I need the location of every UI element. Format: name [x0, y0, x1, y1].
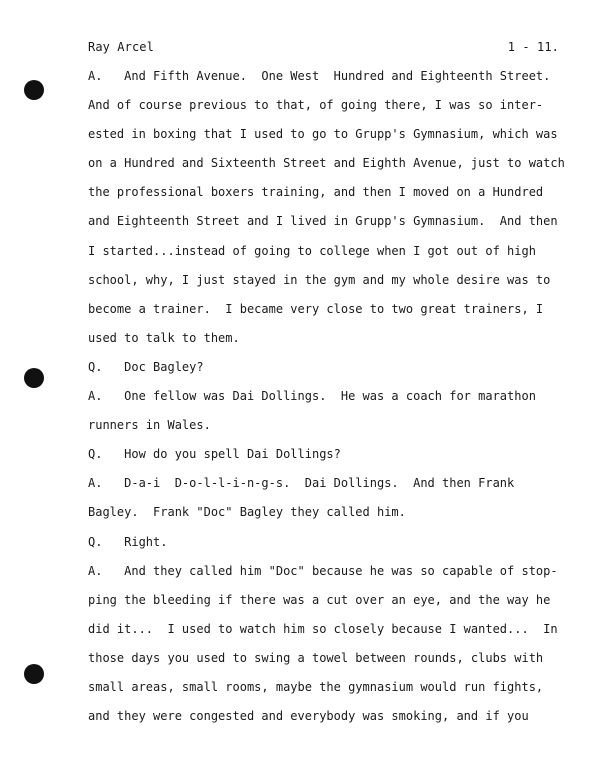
text-line: ested in boxing that I used to go to Grupp's Gymnasium, which was: [88, 127, 558, 142]
header-page-number: 1 - 11.: [507, 40, 559, 54]
text-line: Bagley. Frank "Doc" Bagley they called him.: [88, 505, 406, 520]
text-line: runners in Wales.: [88, 418, 211, 433]
text-line: become a trainer. I became very close to two great trainers, I: [88, 301, 544, 316]
text-line: A. One fellow was Dai Dollings. He was a coach for marathon: [88, 389, 536, 404]
binder-hole-middle: [24, 368, 44, 388]
text-line: on a Hundred and Sixteenth Street and Eighth Avenue, just to watch: [88, 156, 565, 171]
binder-hole-bottom: [24, 664, 44, 684]
text-line: and they were congested and everybody was smoking, and if you: [88, 709, 529, 724]
text-line: Q. Doc Bagley?: [88, 359, 204, 374]
text-line: small areas, small rooms, maybe the gymnasium would run fights,: [88, 679, 544, 694]
text-line: did it... I used to watch him so closely because I wanted... In: [88, 621, 558, 636]
text-line: school, why, I just stayed in the gym and my whole desire was to: [88, 272, 551, 287]
text-line: the professional boxers training, and then I moved on a Hundred: [88, 185, 544, 200]
text-line: used to talk to them.: [88, 330, 240, 345]
text-line: those days you used to swing a towel between rounds, clubs with: [88, 650, 544, 665]
header-speaker-name: Ray Arcel: [88, 40, 154, 54]
text-line: A. And Fifth Avenue. One West Hundred and Eighteenth Street.: [88, 69, 551, 83]
text-line: and Eighteenth Street and I lived in Grupp's Gymnasium. And then: [88, 214, 558, 229]
text-line: A. D-a-i D-o-l-l-i-n-g-s. Dai Dollings. And then Frank: [88, 476, 515, 491]
text-line: I started...instead of going to college when I got out of high: [88, 243, 536, 258]
text-line: A. And they called him "Doc" because he was so capable of stop-: [88, 563, 558, 578]
text-line: And of course previous to that, of going there, I was so inter-: [88, 98, 544, 113]
text-line: Q. How do you spell Dai Dollings?: [88, 447, 341, 462]
text-line: ping the bleeding if there was a cut over an eye, and the way he: [88, 592, 551, 607]
text-line: Q. Right.: [88, 534, 168, 549]
transcript-body: [88, 68, 565, 737]
binder-hole-top: [24, 80, 44, 100]
